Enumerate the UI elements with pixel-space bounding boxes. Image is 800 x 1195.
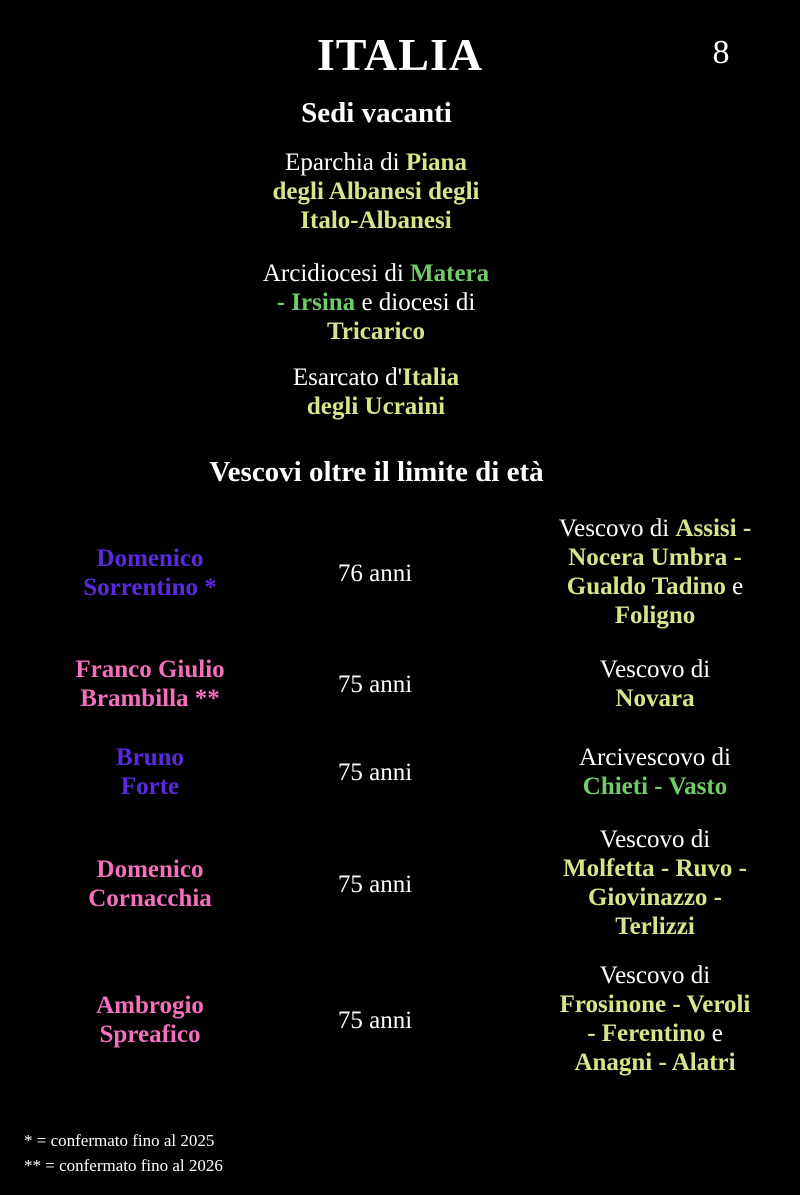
bishop-see-place: Nocera Umbra - (568, 544, 742, 571)
bishop-see (530, 825, 780, 941)
bishop-see-text: e (705, 1020, 723, 1047)
bishop-name-line: Ambrogio (96, 992, 204, 1019)
bishop-see-place: Foligno (614, 602, 696, 629)
vacant-see-ucraini (226, 363, 526, 421)
bishop-name-line: Domenico (96, 545, 204, 572)
bishop-see-text: e (725, 573, 744, 600)
bishop-see-place: Frosinone - Veroli (559, 991, 751, 1018)
bishop-age: 75 anni (337, 759, 413, 786)
vacant-see-text: Eparchia di (285, 149, 406, 176)
vacant-see-place: Italia (402, 364, 460, 391)
bishop-see (530, 961, 780, 1077)
bishop-see-place: Giovinazzo - (587, 884, 722, 911)
bishop-see (530, 655, 780, 713)
bishop-see-place: Gualdo Tadino (566, 573, 726, 600)
vacant-see-place: Tricarico (326, 318, 426, 345)
vacant-see-place: degli Albanesi degli (272, 178, 480, 205)
bishop-name (30, 991, 270, 1049)
bishop-name-line: Forte (120, 773, 180, 800)
vacant-see-place: Matera (410, 260, 490, 287)
bishop-age: 75 anni (337, 871, 413, 898)
vacant-see-text: Esarcato d' (292, 364, 403, 391)
footnote: * = confermato fino al 2025 (24, 1131, 215, 1150)
bishop-see-place: Novara (615, 685, 695, 712)
bishop-name (30, 855, 270, 913)
bishop-see-text: Vescovo di (558, 515, 676, 542)
vacant-see-text: e diocesi di (355, 289, 476, 316)
footnote: ** = confermato fino al 2026 (24, 1156, 223, 1175)
bishop-name (30, 743, 270, 801)
vacant-see-place: Piana (405, 149, 467, 176)
bishop-age: 76 anni (337, 560, 413, 587)
bishop-name-line: Bruno (115, 744, 185, 771)
bishop-see-text: Vescovo di (599, 656, 711, 683)
bishop-name-line: Franco Giulio (75, 656, 225, 683)
vacant-see-place: degli Ucraini (306, 393, 446, 420)
page-title: ITALIA (316, 29, 484, 80)
bishop-age: 75 anni (337, 671, 413, 698)
bishop-see-place: Assisi - (675, 515, 752, 542)
bishops-heading: Vescovi oltre il limite di età (209, 456, 544, 488)
bishop-see-text: Vescovo di (599, 826, 711, 853)
vacant-sees-heading: Sedi vacanti (301, 97, 452, 129)
bishop-age: 75 anni (337, 1007, 413, 1034)
bishop-name-line: Spreafico (99, 1021, 201, 1048)
bishop-name-line: Cornacchia (88, 885, 212, 912)
vacant-see-text: Arcidiocesi di (262, 260, 411, 287)
bishop-see-text: Arcivescovo di (578, 744, 732, 771)
bishop-see-place: Chieti - Vasto (582, 773, 728, 800)
page-number: 8 (712, 34, 730, 71)
bishop-name-line: Sorrentino * (83, 574, 217, 601)
bishop-see (530, 743, 780, 801)
bishop-name (30, 544, 270, 602)
bishop-see-place: - Ferentino (587, 1020, 706, 1047)
bishop-see-place: Molfetta - Ruvo - (563, 855, 747, 882)
bishop-see-place: Terlizzi (615, 913, 695, 940)
bishop-name (30, 655, 270, 713)
vacant-see-place: Italo-Albanesi (300, 207, 452, 234)
vacant-see-piana (226, 148, 526, 235)
bishop-see (530, 514, 780, 630)
bishop-name-line: Brambilla ** (80, 685, 220, 712)
vacant-see-matera (226, 259, 526, 346)
bishop-see-text: Vescovo di (599, 962, 711, 989)
bishop-name-line: Domenico (96, 856, 204, 883)
vacant-see-place: - Irsina (276, 289, 356, 316)
bishop-see-place: Anagni - Alatri (574, 1049, 736, 1076)
